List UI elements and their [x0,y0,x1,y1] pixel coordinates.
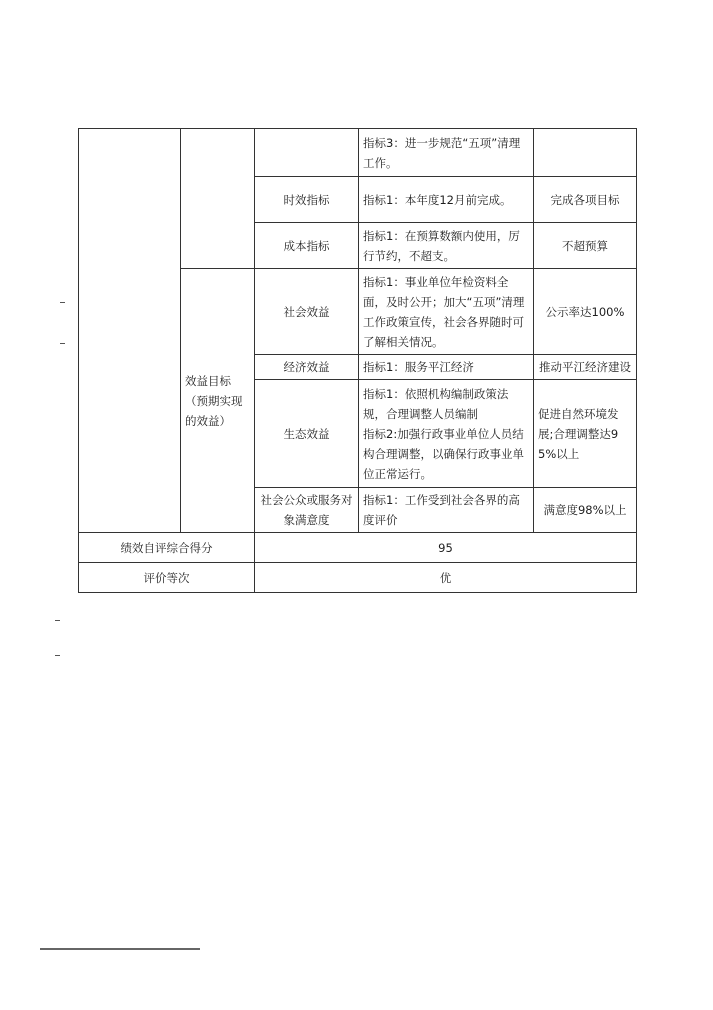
indicator-cell: 指标1：在预算数额内使用，厉行节约，不超支。 [359,223,534,269]
score-row [79,533,637,563]
group-label-cell: 效益目标（预期实现的效益） [181,269,255,533]
indicator-cell: 指标1：本年度12月前完成。 [359,177,534,223]
value-cell [534,129,637,177]
grade-label: 评价等次 [79,563,255,593]
performance-table [78,128,637,593]
indicator-cell: 指标1：工作受到社会各界的高度评价 [359,488,534,533]
score-label: 绩效自评综合得分 [79,533,255,563]
value-cell: 促进自然环境发展;合理调整达95%以上 [534,380,637,488]
scan-line [40,948,200,950]
value-cell: 公示率达100% [534,269,637,355]
category-cell: 社会公众或服务对象满意度 [255,488,359,533]
indicator-cell: 指标1：事业单位年检资料全面，及时公开；加大“五项”清理工作政策宣传，社会各界随时可了解相关情况。 [359,269,534,355]
category-cell: 时效指标 [255,177,359,223]
blank-cell [181,129,255,269]
value-cell: 完成各项目标 [534,177,637,223]
category-cell: 经济效益 [255,355,359,380]
table-row [79,129,637,177]
blank-cell [255,129,359,177]
scan-mark [60,343,65,344]
grade-value: 优 [255,563,637,593]
indicator-line: 指标2:加强行政事业单位人员结构合理调整，以确保行政事业单位正常运行。 [363,426,524,481]
indicator-cell: 指标1：服务平江经济 [359,355,534,380]
blank-cell [79,129,181,533]
score-value: 95 [255,533,637,563]
indicator-cell [359,380,534,488]
indicator-line: 指标1：依照机构编制政策法规，合理调整人员编制 [363,386,509,421]
category-cell: 成本指标 [255,223,359,269]
value-cell: 推动平江经济建设 [534,355,637,380]
indicator-cell: 指标3：进一步规范“五项”清理工作。 [359,129,534,177]
scan-mark [60,302,65,303]
grade-row [79,563,637,593]
value-cell: 满意度98%以上 [534,488,637,533]
category-cell: 社会效益 [255,269,359,355]
category-cell: 生态效益 [255,380,359,488]
scan-mark [55,620,60,621]
value-cell: 不超预算 [534,223,637,269]
scan-mark [55,655,60,656]
